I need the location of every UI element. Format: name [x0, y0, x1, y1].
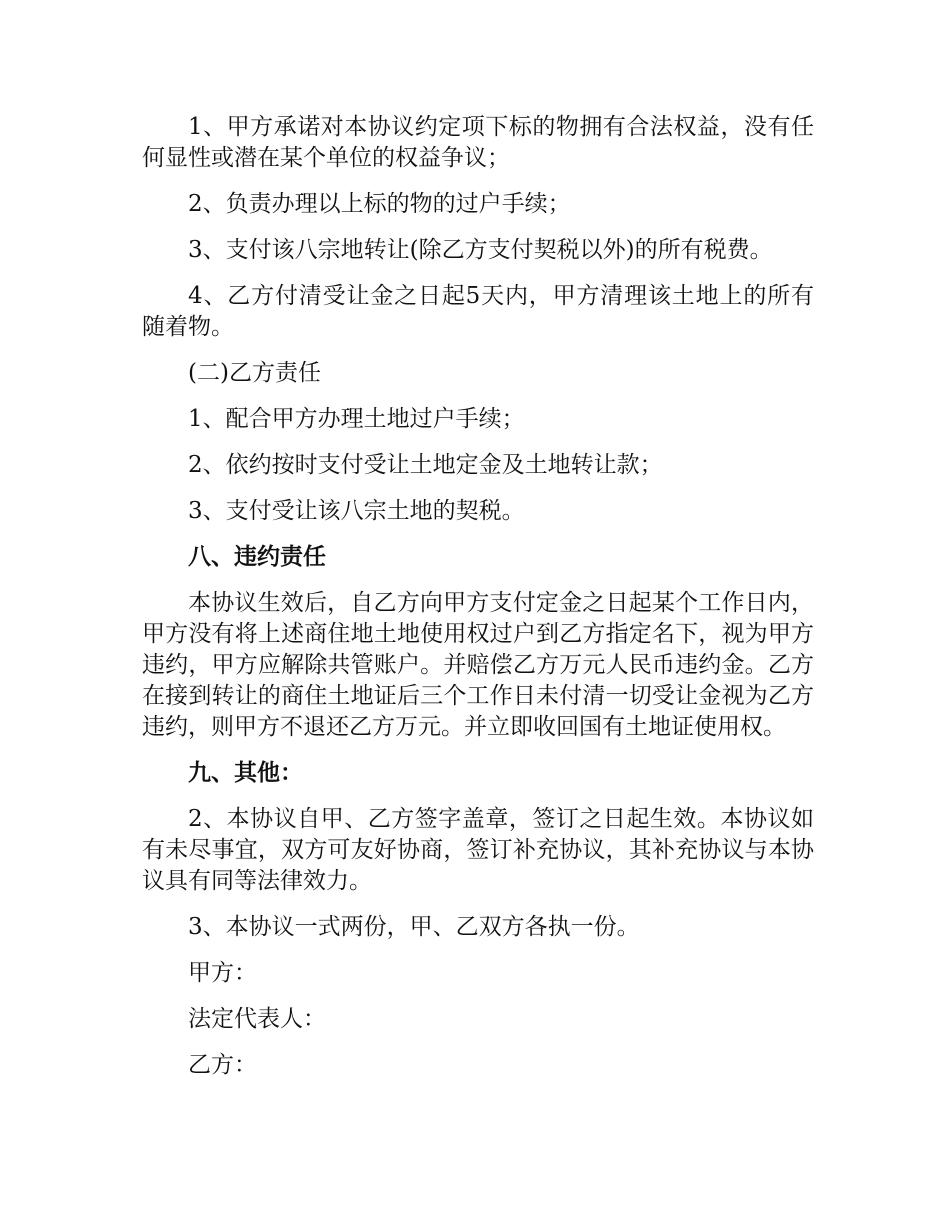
- clause-party-a-rights: 1、甲方承诺对本协议约定项下标的物拥有合法权益，没有任何显性或潜在某个单位的权益争议；: [142, 114, 814, 171]
- clause-party-b-payment: 2、依约按时支付受让土地定金及土地转让款；: [188, 452, 663, 478]
- clause-party-a-transfer: 2、负责办理以上标的物的过户手续；: [188, 191, 571, 217]
- clause-copies: 3、本协议一式两份，甲、乙双方各执一份。: [188, 914, 640, 940]
- section-party-b-duties: (二)乙方责任: [188, 360, 321, 386]
- signature-party-b: 乙方：: [188, 1052, 257, 1078]
- clause-party-b-deed-tax: 3、支付受让该八宗土地的契税。: [188, 498, 525, 524]
- signature-legal-representative: 法定代表人：: [188, 1006, 326, 1032]
- clause-breach-liability: 本协议生效后，自乙方向甲方支付定金之日起某个工作日内，甲方没有将上述商住地土地使用权过户到乙方指定名下，视为甲方违约，甲方应解除共管账户。并赔偿乙方万元人民币违约金。乙方在接到转让的商住土地证后三个工作日未付清一切受让金视为乙方违约，则甲方不退还乙方万元。并立即收回国有土地证使用权。: [142, 590, 814, 740]
- clause-party-a-taxes: 3、支付该八宗地转让(除乙方支付契税以外)的所有税费。: [188, 237, 773, 263]
- signature-party-a: 甲方：: [188, 960, 257, 986]
- clause-party-a-clearance: 4、乙方付清受让金之日起5天内，甲方清理该土地上的所有随着物。: [142, 283, 814, 340]
- clause-party-b-cooperate: 1、配合甲方办理土地过户手续；: [188, 406, 525, 432]
- clause-effectiveness: 2、本协议自甲、乙方签字盖章，签订之日起生效。本协议如有未尽事宜，双方可友好协商，签订补充协议，其补充协议与本协议具有同等法律效力。: [142, 806, 814, 894]
- document-page: [142, 112, 814, 1096]
- section-heading-other: 九、其他：: [188, 760, 303, 786]
- section-heading-breach: 八、违约责任: [188, 544, 326, 570]
